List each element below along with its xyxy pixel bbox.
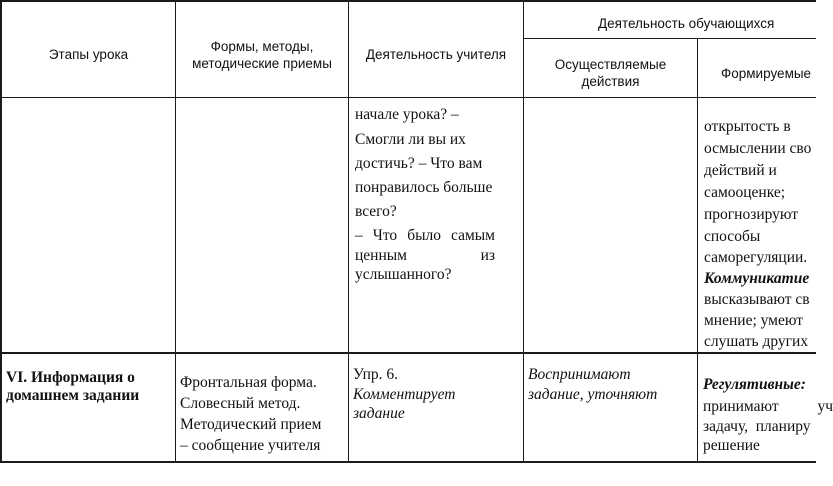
column-divider-4 <box>697 38 698 463</box>
row1-formed-line: высказывают св <box>704 291 810 308</box>
row1-teacher-line: достичь? – Что вам <box>355 155 483 172</box>
row2-teacher-line3: задание <box>353 405 405 422</box>
word: Что <box>372 227 398 244</box>
header-bottom-line <box>0 97 816 98</box>
row1-formed-communicative-label: Коммуникатие <box>704 270 810 287</box>
row1-formed-line: действий и <box>704 162 777 179</box>
row1-teacher-line: Смогли ли вы их <box>355 131 466 148</box>
row2-formed-line: решение <box>703 437 760 454</box>
row1-formed-line: самооценке; <box>704 184 786 201</box>
subheader-divider <box>523 38 816 39</box>
table-border-bottom <box>0 461 816 463</box>
word: принимают <box>703 398 779 415</box>
row2-forms-line: Фронтальная форма. <box>180 374 317 391</box>
header-forms-line1: Формы, методы, <box>210 39 314 54</box>
row2-forms-line: Словесный метод. <box>180 395 301 412</box>
row2-teacher-line1: Упр. 6. <box>353 366 399 383</box>
row1-formed-line: мнение; умеют <box>704 312 804 329</box>
row2-formed-line: задачу, планиру <box>703 418 811 435</box>
word: уч <box>817 398 833 415</box>
header-stages: Этапы урока <box>48 47 129 62</box>
table-border-left <box>0 0 2 463</box>
row1-formed-line: прогнозируют <box>704 206 799 223</box>
subheader-actions-line2: действия <box>581 74 640 89</box>
word: ценным <box>355 247 407 264</box>
row2-formed-regulative-label: Регулятивные: <box>703 376 806 393</box>
row1-teacher-line: услышанного? <box>355 266 452 283</box>
row2-forms-line: Методический прием <box>180 416 322 433</box>
row2-stage-line1: VI. Информация о <box>6 369 135 386</box>
row-divider <box>0 352 816 354</box>
word: самым <box>451 227 495 244</box>
header-forms-line2: методические приемы <box>192 56 332 71</box>
word: из <box>480 247 495 264</box>
row1-teacher-line: понравилось больше <box>355 179 493 196</box>
row1-formed-line: саморегуляции. <box>704 249 808 266</box>
row2-teacher-line2: Комментирует <box>353 386 456 403</box>
header-teacher-activity: Деятельность учителя <box>365 47 507 62</box>
row1-formed-line: слушать других <box>704 333 809 350</box>
table-border-top <box>0 0 816 2</box>
column-divider-2 <box>348 0 349 463</box>
word: было <box>407 227 441 244</box>
subheader-formed: Формируемые <box>721 66 812 81</box>
row1-formed-line: способы <box>704 228 761 245</box>
subheader-actions-line1: Осуществляемые <box>554 57 667 72</box>
row2-forms-line: – сообщение учителя <box>180 437 321 454</box>
word: – <box>355 227 363 244</box>
row1-teacher-line: начале урока? – <box>355 106 459 123</box>
row2-stage-line2: домашнем задании <box>6 387 140 404</box>
row1-formed-line: осмыслении сво <box>704 140 812 157</box>
row2-actions-line1: Воспринимают <box>528 366 631 383</box>
row1-formed-line: открытость в <box>704 118 791 135</box>
row2-actions-line2: задание, уточняют <box>528 386 658 403</box>
row1-teacher-line: всего? <box>355 203 397 220</box>
header-students-activity: Деятельность обучающихся <box>598 16 775 31</box>
